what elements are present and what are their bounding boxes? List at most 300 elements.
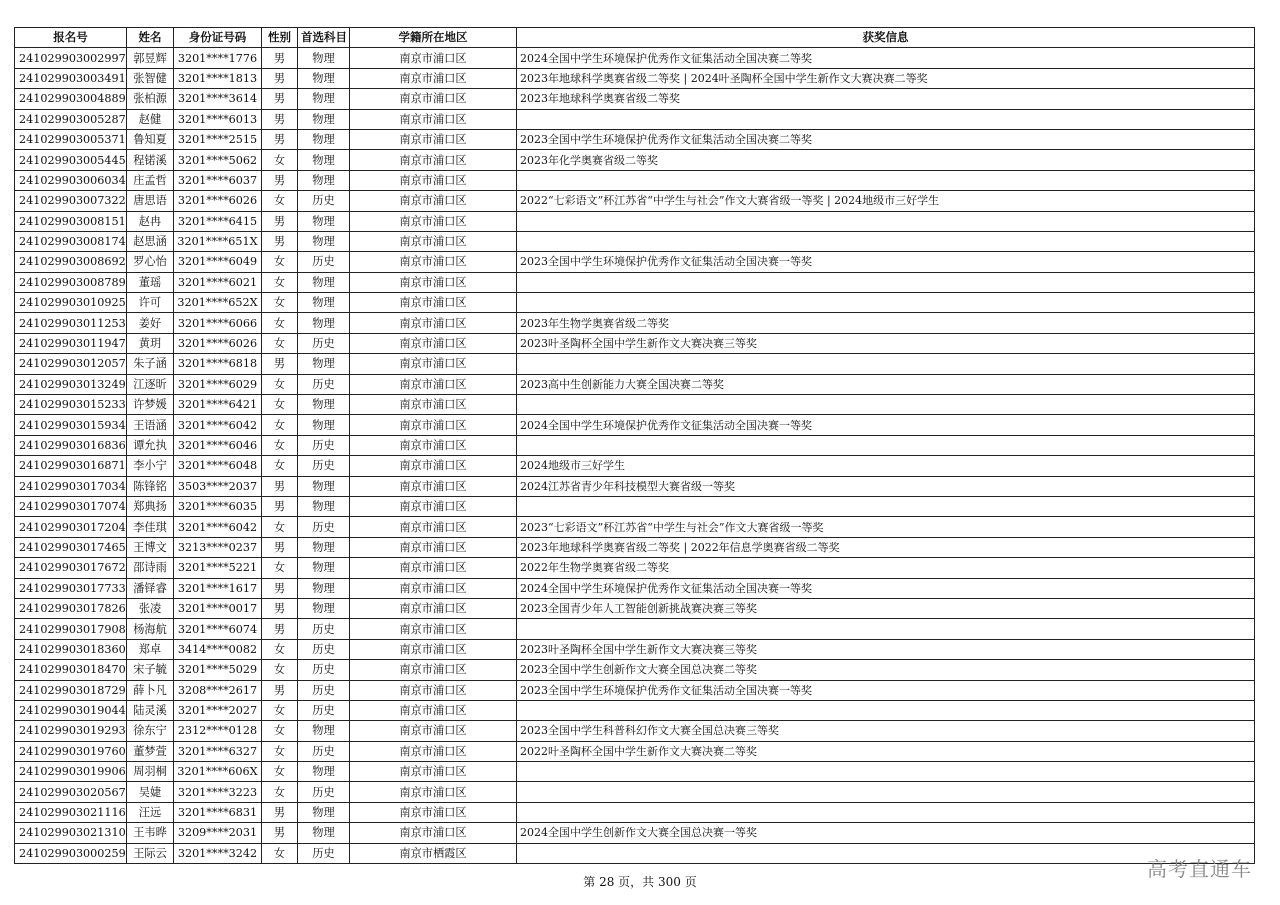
table-row <box>15 191 1255 211</box>
cell-region: 南京市浦口区 <box>350 89 517 109</box>
cell-reg-no: 241029903008151 <box>15 211 127 231</box>
cell-name: 赵思涵 <box>127 231 174 251</box>
cell-region: 南京市浦口区 <box>350 639 517 659</box>
table-row <box>15 252 1255 272</box>
cell-name: 郑卓 <box>127 639 174 659</box>
cell-name: 唐思语 <box>127 191 174 211</box>
cell-region: 南京市浦口区 <box>350 598 517 618</box>
table-row <box>15 762 1255 782</box>
table-row <box>15 700 1255 720</box>
cell-awards: 2024全国中学生创新作文大赛全国总决赛一等奖 <box>517 823 1255 843</box>
table-row <box>15 660 1255 680</box>
cell-awards: 2023年地球科学奥赛省级二等奖 <box>517 89 1255 109</box>
table-row <box>15 68 1255 88</box>
cell-reg-no: 241029903010925 <box>15 293 127 313</box>
cell-name: 姜好 <box>127 313 174 333</box>
cell-gender: 男 <box>262 89 298 109</box>
cell-reg-no: 241029903017465 <box>15 537 127 557</box>
cell-awards <box>517 395 1255 415</box>
page-number: 第 28 页，共 300 页 <box>583 875 697 889</box>
cell-gender: 女 <box>262 517 298 537</box>
cell-awards: 2023全国中学生科普科幻作文大赛全国总决赛三等奖 <box>517 721 1255 741</box>
cell-gender: 女 <box>262 435 298 455</box>
cell-reg-no: 241029903008789 <box>15 272 127 292</box>
cell-name: 张凌 <box>127 598 174 618</box>
cell-awards: 2023年地球科学奥赛省级二等奖 | 2022年信息学奥赛省级二等奖 <box>517 537 1255 557</box>
cell-reg-no: 241029903016836 <box>15 435 127 455</box>
cell-name: 徐东宁 <box>127 721 174 741</box>
cell-region: 南京市浦口区 <box>350 558 517 578</box>
cell-reg-no: 241029903017733 <box>15 578 127 598</box>
table-row <box>15 231 1255 251</box>
cell-gender: 女 <box>262 660 298 680</box>
cell-gender: 男 <box>262 129 298 149</box>
cell-gender: 女 <box>262 415 298 435</box>
cell-region: 南京市浦口区 <box>350 619 517 639</box>
cell-region: 南京市浦口区 <box>350 721 517 741</box>
cell-subject: 物理 <box>298 68 350 88</box>
cell-subject: 历史 <box>298 619 350 639</box>
cell-region: 南京市浦口区 <box>350 660 517 680</box>
cell-id-number: 3201****652X <box>174 293 262 313</box>
table-row <box>15 802 1255 822</box>
cell-id-number: 3503****2037 <box>174 476 262 496</box>
cell-subject: 历史 <box>298 252 350 272</box>
cell-region: 南京市浦口区 <box>350 68 517 88</box>
cell-reg-no: 241029903008692 <box>15 252 127 272</box>
cell-name: 汪远 <box>127 802 174 822</box>
cell-region: 南京市浦口区 <box>350 109 517 129</box>
cell-id-number: 3201****5221 <box>174 558 262 578</box>
cell-awards: 2023叶圣陶杯全国中学生新作文大赛决赛三等奖 <box>517 333 1255 353</box>
cell-id-number: 3201****1617 <box>174 578 262 598</box>
cell-id-number: 3201****3242 <box>174 843 262 863</box>
cell-id-number: 3201****6026 <box>174 191 262 211</box>
cell-name: 赵健 <box>127 109 174 129</box>
cell-awards: 2023全国中学生环境保护优秀作文征集活动全国决赛一等奖 <box>517 252 1255 272</box>
cell-subject: 物理 <box>298 721 350 741</box>
col-header-id-number: 身份证号码 <box>174 28 262 48</box>
cell-id-number: 3201****1813 <box>174 68 262 88</box>
cell-region: 南京市浦口区 <box>350 333 517 353</box>
cell-gender: 女 <box>262 272 298 292</box>
cell-awards <box>517 231 1255 251</box>
cell-name: 王博文 <box>127 537 174 557</box>
cell-reg-no: 241029903005371 <box>15 129 127 149</box>
cell-region: 南京市浦口区 <box>350 395 517 415</box>
cell-name: 王韦晔 <box>127 823 174 843</box>
cell-awards <box>517 170 1255 190</box>
cell-awards: 2023叶圣陶杯全国中学生新作文大赛决赛三等奖 <box>517 639 1255 659</box>
cell-awards <box>517 802 1255 822</box>
table-row <box>15 395 1255 415</box>
cell-awards <box>517 272 1255 292</box>
cell-id-number: 3201****6421 <box>174 395 262 415</box>
cell-region: 南京市浦口区 <box>350 374 517 394</box>
cell-id-number: 3201****6074 <box>174 619 262 639</box>
cell-awards <box>517 435 1255 455</box>
cell-name: 张柏源 <box>127 89 174 109</box>
col-header-region: 学籍所在地区 <box>350 28 517 48</box>
cell-reg-no: 241029903011253 <box>15 313 127 333</box>
table-row <box>15 680 1255 700</box>
table-row <box>15 170 1255 190</box>
cell-region: 南京市浦口区 <box>350 537 517 557</box>
cell-reg-no: 241029903017908 <box>15 619 127 639</box>
cell-id-number: 3201****3223 <box>174 782 262 802</box>
cell-awards <box>517 293 1255 313</box>
cell-reg-no: 241029903019293 <box>15 721 127 741</box>
table-row <box>15 415 1255 435</box>
cell-region: 南京市浦口区 <box>350 48 517 68</box>
cell-subject: 物理 <box>298 129 350 149</box>
cell-gender: 男 <box>262 823 298 843</box>
cell-name: 郭昱辉 <box>127 48 174 68</box>
cell-id-number: 3201****651X <box>174 231 262 251</box>
cell-subject: 物理 <box>298 476 350 496</box>
cell-gender: 女 <box>262 313 298 333</box>
cell-subject: 物理 <box>298 109 350 129</box>
cell-region: 南京市浦口区 <box>350 823 517 843</box>
table-row <box>15 456 1255 476</box>
cell-region: 南京市浦口区 <box>350 293 517 313</box>
cell-name: 薛卜凡 <box>127 680 174 700</box>
cell-id-number: 3201****6048 <box>174 456 262 476</box>
cell-region: 南京市浦口区 <box>350 476 517 496</box>
cell-gender: 男 <box>262 48 298 68</box>
cell-awards: 2023全国中学生环境保护优秀作文征集活动全国决赛一等奖 <box>517 680 1255 700</box>
cell-subject: 历史 <box>298 843 350 863</box>
cell-awards <box>517 496 1255 516</box>
cell-subject: 物理 <box>298 231 350 251</box>
cell-reg-no: 241029903003491 <box>15 68 127 88</box>
cell-gender: 男 <box>262 354 298 374</box>
cell-id-number: 3201****6035 <box>174 496 262 516</box>
cell-region: 南京市浦口区 <box>350 231 517 251</box>
table-row <box>15 435 1255 455</box>
cell-gender: 男 <box>262 170 298 190</box>
cell-subject: 历史 <box>298 660 350 680</box>
cell-region: 南京市浦口区 <box>350 782 517 802</box>
cell-region: 南京市浦口区 <box>350 435 517 455</box>
cell-id-number: 3201****6831 <box>174 802 262 822</box>
table-row <box>15 109 1255 129</box>
cell-region: 南京市浦口区 <box>350 252 517 272</box>
cell-name: 许梦媛 <box>127 395 174 415</box>
cell-reg-no: 241029903017074 <box>15 496 127 516</box>
cell-id-number: 3201****6029 <box>174 374 262 394</box>
cell-region: 南京市浦口区 <box>350 496 517 516</box>
cell-awards: 2023全国中学生创新作文大赛全国总决赛二等奖 <box>517 660 1255 680</box>
cell-gender: 男 <box>262 537 298 557</box>
cell-awards: 2022叶圣陶杯全国中学生新作文大赛决赛二等奖 <box>517 741 1255 761</box>
cell-gender: 女 <box>262 374 298 394</box>
cell-awards <box>517 762 1255 782</box>
cell-reg-no: 241029903013249 <box>15 374 127 394</box>
table-row <box>15 211 1255 231</box>
cell-subject: 历史 <box>298 517 350 537</box>
cell-awards: 2023年化学奥赛省级二等奖 <box>517 150 1255 170</box>
table-row <box>15 476 1255 496</box>
col-header-reg-no: 报名号 <box>15 28 127 48</box>
cell-gender: 女 <box>262 191 298 211</box>
cell-id-number: 3201****1776 <box>174 48 262 68</box>
cell-name: 宋子毓 <box>127 660 174 680</box>
cell-reg-no: 241029903015233 <box>15 395 127 415</box>
cell-awards: 2024江苏省青少年科技模型大赛省级一等奖 <box>517 476 1255 496</box>
table-row <box>15 558 1255 578</box>
cell-gender: 女 <box>262 150 298 170</box>
cell-gender: 女 <box>262 741 298 761</box>
cell-gender: 男 <box>262 68 298 88</box>
cell-awards: 2023年生物学奥赛省级二等奖 <box>517 313 1255 333</box>
cell-id-number: 2312****0128 <box>174 721 262 741</box>
cell-id-number: 3201****6327 <box>174 741 262 761</box>
cell-reg-no: 241029903018470 <box>15 660 127 680</box>
header-row <box>15 28 1255 48</box>
cell-awards: 2022“七彩语文”杯江苏省“中学生与社会”作文大赛省级一等奖 | 2024地级市三好学生 <box>517 191 1255 211</box>
cell-gender: 女 <box>262 252 298 272</box>
cell-reg-no: 241029903021116 <box>15 802 127 822</box>
cell-reg-no: 241029903006034 <box>15 170 127 190</box>
table-row <box>15 150 1255 170</box>
cell-name: 吴婕 <box>127 782 174 802</box>
cell-subject: 物理 <box>298 823 350 843</box>
cell-name: 程锘溪 <box>127 150 174 170</box>
cell-region: 南京市浦口区 <box>350 313 517 333</box>
cell-name: 潘铎睿 <box>127 578 174 598</box>
cell-name: 陈锋铭 <box>127 476 174 496</box>
cell-subject: 物理 <box>298 89 350 109</box>
cell-id-number: 3201****6013 <box>174 109 262 129</box>
table-row <box>15 537 1255 557</box>
cell-subject: 历史 <box>298 191 350 211</box>
cell-region: 南京市浦口区 <box>350 272 517 292</box>
cell-id-number: 3213****0237 <box>174 537 262 557</box>
cell-gender: 女 <box>262 782 298 802</box>
table-row <box>15 823 1255 843</box>
table-row <box>15 741 1255 761</box>
cell-region: 南京市浦口区 <box>350 680 517 700</box>
cell-awards: 2024全国中学生环境保护优秀作文征集活动全国决赛二等奖 <box>517 48 1255 68</box>
cell-subject: 物理 <box>298 293 350 313</box>
cell-id-number: 3201****6042 <box>174 415 262 435</box>
cell-subject: 物理 <box>298 170 350 190</box>
cell-region: 南京市浦口区 <box>350 578 517 598</box>
cell-subject: 历史 <box>298 741 350 761</box>
cell-subject: 物理 <box>298 48 350 68</box>
cell-gender: 女 <box>262 843 298 863</box>
cell-name: 江逐昕 <box>127 374 174 394</box>
table-row <box>15 89 1255 109</box>
cell-awards: 2024全国中学生环境保护优秀作文征集活动全国决赛一等奖 <box>517 415 1255 435</box>
cell-id-number: 3201****6042 <box>174 517 262 537</box>
cell-id-number: 3201****5062 <box>174 150 262 170</box>
table-row <box>15 598 1255 618</box>
cell-subject: 物理 <box>298 598 350 618</box>
cell-awards <box>517 843 1255 863</box>
cell-awards: 2024全国中学生环境保护优秀作文征集活动全国决赛一等奖 <box>517 578 1255 598</box>
cell-region: 南京市浦口区 <box>350 191 517 211</box>
cell-reg-no: 241029903017826 <box>15 598 127 618</box>
cell-reg-no: 241029903011947 <box>15 333 127 353</box>
cell-id-number: 3201****6026 <box>174 333 262 353</box>
table-row <box>15 333 1255 353</box>
table-body <box>15 48 1255 864</box>
cell-gender: 男 <box>262 109 298 129</box>
cell-id-number: 3208****2617 <box>174 680 262 700</box>
cell-id-number: 3414****0082 <box>174 639 262 659</box>
cell-reg-no: 241029903005445 <box>15 150 127 170</box>
cell-region: 南京市浦口区 <box>350 415 517 435</box>
cell-reg-no: 241029903007322 <box>15 191 127 211</box>
cell-id-number: 3201****6066 <box>174 313 262 333</box>
cell-subject: 历史 <box>298 639 350 659</box>
cell-region: 南京市栖霞区 <box>350 843 517 863</box>
table-row <box>15 782 1255 802</box>
cell-name: 陆灵溪 <box>127 700 174 720</box>
cell-name: 赵冉 <box>127 211 174 231</box>
cell-gender: 男 <box>262 211 298 231</box>
cell-subject: 历史 <box>298 374 350 394</box>
cell-reg-no: 241029903002997 <box>15 48 127 68</box>
cell-awards: 2023全国青少年人工智能创新挑战赛决赛三等奖 <box>517 598 1255 618</box>
cell-id-number: 3201****6046 <box>174 435 262 455</box>
cell-region: 南京市浦口区 <box>350 517 517 537</box>
cell-gender: 男 <box>262 598 298 618</box>
cell-id-number: 3201****2515 <box>174 129 262 149</box>
cell-reg-no: 241029903018729 <box>15 680 127 700</box>
cell-id-number: 3201****6818 <box>174 354 262 374</box>
cell-subject: 物理 <box>298 272 350 292</box>
cell-name: 黄玥 <box>127 333 174 353</box>
cell-awards: 2023高中生创新能力大赛全国决赛二等奖 <box>517 374 1255 394</box>
cell-subject: 历史 <box>298 333 350 353</box>
cell-reg-no: 241029903008174 <box>15 231 127 251</box>
cell-name: 董瑶 <box>127 272 174 292</box>
cell-awards: 2023全国中学生环境保护优秀作文征集活动全国决赛二等奖 <box>517 129 1255 149</box>
cell-subject: 历史 <box>298 680 350 700</box>
cell-subject: 物理 <box>298 762 350 782</box>
cell-id-number: 3201****6049 <box>174 252 262 272</box>
cell-reg-no: 241029903021310 <box>15 823 127 843</box>
cell-awards <box>517 354 1255 374</box>
cell-gender: 女 <box>262 721 298 741</box>
table-row <box>15 272 1255 292</box>
cell-id-number: 3209****2031 <box>174 823 262 843</box>
col-header-subject: 首选科目 <box>298 28 350 48</box>
cell-subject: 物理 <box>298 150 350 170</box>
cell-subject: 物理 <box>298 558 350 578</box>
cell-name: 王语涵 <box>127 415 174 435</box>
cell-region: 南京市浦口区 <box>350 150 517 170</box>
cell-reg-no: 241029903018360 <box>15 639 127 659</box>
cell-name: 郑典扬 <box>127 496 174 516</box>
cell-awards <box>517 782 1255 802</box>
table-row <box>15 293 1255 313</box>
cell-id-number: 3201****3614 <box>174 89 262 109</box>
cell-gender: 男 <box>262 619 298 639</box>
cell-gender: 女 <box>262 639 298 659</box>
cell-region: 南京市浦口区 <box>350 700 517 720</box>
cell-reg-no: 241029903017204 <box>15 517 127 537</box>
cell-awards <box>517 619 1255 639</box>
cell-name: 王际云 <box>127 843 174 863</box>
table-row <box>15 48 1255 68</box>
cell-gender: 男 <box>262 578 298 598</box>
cell-subject: 物理 <box>298 496 350 516</box>
table-row <box>15 496 1255 516</box>
cell-id-number: 3201****6415 <box>174 211 262 231</box>
cell-id-number: 3201****6021 <box>174 272 262 292</box>
cell-region: 南京市浦口区 <box>350 762 517 782</box>
cell-reg-no: 241029903019760 <box>15 741 127 761</box>
table-row <box>15 354 1255 374</box>
table-row <box>15 619 1255 639</box>
cell-name: 庄孟哲 <box>127 170 174 190</box>
cell-reg-no: 241029903019044 <box>15 700 127 720</box>
cell-awards: 2023“七彩语文”杯江苏省“中学生与社会”作文大赛省级一等奖 <box>517 517 1255 537</box>
cell-region: 南京市浦口区 <box>350 170 517 190</box>
cell-id-number: 3201****2027 <box>174 700 262 720</box>
cell-name: 董梦萱 <box>127 741 174 761</box>
cell-region: 南京市浦口区 <box>350 456 517 476</box>
cell-reg-no: 241029903000259 <box>15 843 127 863</box>
cell-gender: 女 <box>262 333 298 353</box>
cell-subject: 物理 <box>298 415 350 435</box>
cell-name: 朱子涵 <box>127 354 174 374</box>
table-row <box>15 374 1255 394</box>
cell-gender: 女 <box>262 395 298 415</box>
cell-gender: 男 <box>262 802 298 822</box>
cell-region: 南京市浦口区 <box>350 741 517 761</box>
cell-subject: 历史 <box>298 700 350 720</box>
cell-subject: 物理 <box>298 578 350 598</box>
cell-subject: 物理 <box>298 537 350 557</box>
cell-gender: 女 <box>262 700 298 720</box>
cell-subject: 物理 <box>298 211 350 231</box>
cell-gender: 女 <box>262 558 298 578</box>
cell-awards: 2023年地球科学奥赛省级二等奖 | 2024叶圣陶杯全国中学生新作文大赛决赛二等奖 <box>517 68 1255 88</box>
cell-name: 邵诗雨 <box>127 558 174 578</box>
awards-table <box>14 27 1255 864</box>
cell-reg-no: 241029903004889 <box>15 89 127 109</box>
cell-name: 李小宁 <box>127 456 174 476</box>
cell-subject: 历史 <box>298 456 350 476</box>
cell-id-number: 3201****606X <box>174 762 262 782</box>
table-row <box>15 313 1255 333</box>
col-header-awards: 获奖信息 <box>517 28 1255 48</box>
cell-subject: 历史 <box>298 782 350 802</box>
cell-region: 南京市浦口区 <box>350 129 517 149</box>
cell-gender: 女 <box>262 456 298 476</box>
cell-awards <box>517 700 1255 720</box>
cell-region: 南京市浦口区 <box>350 354 517 374</box>
table-row <box>15 843 1255 863</box>
table-row <box>15 129 1255 149</box>
cell-id-number: 3201****6037 <box>174 170 262 190</box>
cell-name: 张智健 <box>127 68 174 88</box>
watermark: 高考直通车 <box>1147 857 1252 881</box>
cell-gender: 男 <box>262 496 298 516</box>
cell-reg-no: 241029903015934 <box>15 415 127 435</box>
cell-region: 南京市浦口区 <box>350 211 517 231</box>
cell-name: 李佳琪 <box>127 517 174 537</box>
table-row <box>15 639 1255 659</box>
cell-awards: 2024地级市三好学生 <box>517 456 1255 476</box>
cell-name: 罗心怡 <box>127 252 174 272</box>
cell-name: 谭允执 <box>127 435 174 455</box>
